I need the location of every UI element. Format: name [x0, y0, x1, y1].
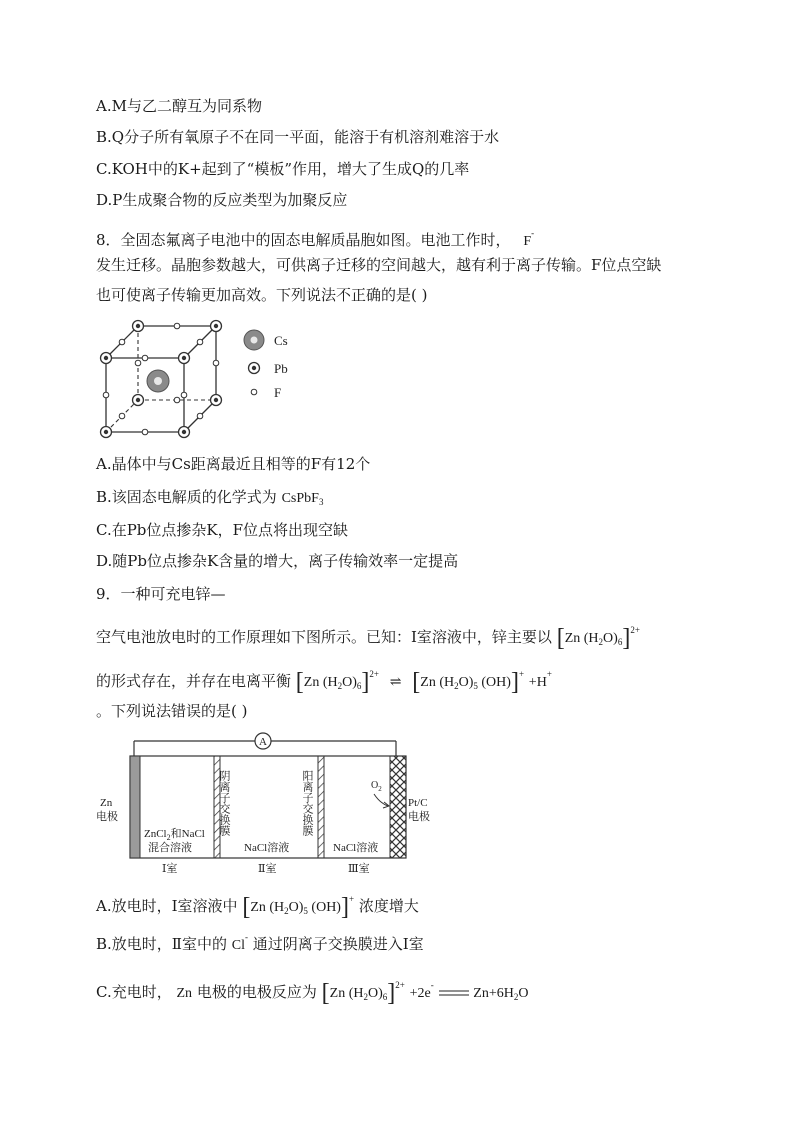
- room1-solution-line2: 混合溶液: [148, 842, 192, 854]
- q8-stem-line2: 发生迁移。晶胞参数越大，可供离子迁移的空间越大，越有利于离子传输。F位点空缺: [96, 256, 662, 274]
- zn-electrode: [130, 756, 140, 858]
- room1-label: Ⅰ室: [162, 863, 178, 875]
- option-c-eq: [409, 980, 434, 1001]
- q9-option-b-suffix: 通过阴离子交换膜进入Ⅰ室: [252, 935, 424, 953]
- q9-option-b-prefix: B.放电时，Ⅱ室中的: [96, 935, 227, 953]
- q9-option-a: [96, 889, 419, 921]
- q9-stem-line1: 9．一种可充电锌—: [96, 585, 226, 603]
- c-charge: 2+: [630, 625, 640, 635]
- q8-option-d: D.随Pb位点掺杂K含量的增大，离子传输效率一定提高: [96, 552, 459, 570]
- q9-option-a-suffix: 浓度增大: [358, 897, 419, 915]
- q7-option-a: A.M与乙二醇互为同系物: [96, 97, 262, 115]
- formula-sub: 3: [318, 497, 324, 507]
- cl-ion: [231, 932, 249, 953]
- c-zn-word: Zn: [176, 986, 193, 1001]
- ptc-electrode-label: 电极: [408, 811, 430, 823]
- ptc-electrode: [390, 756, 406, 858]
- result-main: Zn+6H: [473, 986, 514, 1001]
- h-symbol: +H: [528, 675, 547, 690]
- option-c-complex: [Zn $(H_2O)_6]^{2+}$: [321, 979, 405, 1007]
- h-plus: [528, 669, 552, 690]
- q7-option-c: C.KOH中的K+起到了“模板”作用，增大了生成Q的几率: [96, 160, 470, 178]
- q9-stem-line3: [96, 664, 552, 696]
- formula-main: CsPbF: [281, 491, 319, 506]
- legend: [244, 330, 288, 400]
- zn-label: Zn: [100, 797, 113, 809]
- room3-label: Ⅲ室: [348, 863, 370, 875]
- zn-electrode-label: 电极: [96, 811, 118, 823]
- cation-membrane: [318, 756, 324, 858]
- cl-charge: -: [245, 932, 249, 942]
- ammeter: [255, 733, 271, 749]
- oc-sub: 2: [363, 992, 368, 1002]
- a-o: O): [288, 900, 304, 915]
- ion-f-charge: -: [531, 228, 535, 238]
- oc-charge: 2+: [395, 980, 405, 990]
- r-o: O): [458, 675, 474, 690]
- l-six: 6: [356, 681, 362, 691]
- room2-label: Ⅱ室: [258, 863, 277, 875]
- complex-right: [Zn $(H_2O)_5$ (OH)]+: [412, 668, 525, 696]
- room2-solution: NaCl溶液: [244, 842, 290, 854]
- ammeter-label: A: [259, 736, 267, 748]
- r-sub: 2: [454, 681, 459, 691]
- eq-eminus: -: [430, 980, 434, 990]
- room1-and: 和NaCl: [170, 828, 205, 840]
- q7-option-b: B.Q分子所有氧原子不在同一平面，能溶于有机溶剂难溶于水: [96, 128, 500, 146]
- room1-zncl: ZnCl: [144, 828, 167, 840]
- a-sub: 2: [284, 906, 289, 916]
- q8-stem-text: 8．全固态氟离子电池中的固态电解质晶胞如图。电池工作时，: [96, 231, 511, 249]
- complex-left: [Zn $(H_2O)_6]^{2+}$: [295, 668, 379, 696]
- option-a-complex: [Zn $(H_2O)_5$ (OH)]+: [242, 893, 355, 921]
- membrane1-label: 阴离子交换膜: [218, 770, 230, 836]
- q8-ion-f: [523, 228, 535, 249]
- a-five: 5: [303, 906, 308, 916]
- legend-cs-label: Cs: [274, 333, 288, 348]
- c-sub: 2: [598, 637, 604, 647]
- q9-option-c-mid: 电极的电极反应为: [196, 983, 317, 1001]
- room3-solution: NaCl溶液: [333, 842, 379, 854]
- q8-formula: [282, 491, 324, 506]
- r-five: 5: [473, 681, 478, 691]
- oc-zn: Zn (H: [329, 986, 364, 1001]
- cs-atom: [147, 370, 169, 392]
- l-charge: 2+: [369, 669, 379, 679]
- q8-stem-line3: 也可使离子传输更加高效。下列说法不正确的是( ): [96, 286, 428, 304]
- battery-diagram: [96, 730, 430, 878]
- q9-option-b: [96, 927, 424, 956]
- oc-o: O): [367, 986, 383, 1001]
- l-zn: Zn (H: [303, 675, 338, 690]
- a-zn: Zn (H: [250, 900, 285, 915]
- c-zn: Zn (H: [564, 631, 599, 646]
- c-six: 6: [617, 637, 623, 647]
- q9-option-a-prefix: A.放电时，Ⅰ室溶液中: [96, 897, 238, 915]
- option-c-result: [473, 986, 528, 1001]
- q8-option-b: [96, 487, 323, 512]
- equilibrium-arrows: ⇌: [389, 675, 402, 690]
- oc-six: 6: [382, 992, 388, 1002]
- eq-electrons: +2e: [409, 986, 431, 1001]
- ptc-label: Pt/C: [408, 797, 428, 809]
- q9-option-c: [96, 975, 528, 1007]
- membrane2-label: 阳离子交换膜: [301, 770, 313, 836]
- o2-o: O: [371, 780, 379, 791]
- r-zn: Zn (H: [420, 675, 455, 690]
- q8-option-b-text: B.该固态电解质的化学式为: [96, 488, 277, 506]
- ion-f-symbol: F: [523, 234, 532, 249]
- q9-stem-line2: [96, 620, 640, 652]
- q8-option-a: A.晶体中与Cs距离最近且相等的F有12个: [96, 455, 371, 473]
- r-charge: +: [518, 669, 525, 679]
- legend-f-marker: [251, 389, 257, 395]
- result-o: O: [518, 986, 529, 1001]
- crystal-cell-diagram: [96, 314, 306, 446]
- reaction-equals-sign: [439, 989, 469, 997]
- l-o: O): [342, 675, 357, 690]
- a-charge: +: [348, 894, 355, 904]
- q7-option-d: D.P生成聚合物的反应类型为加聚反应: [96, 191, 348, 209]
- l-sub: 2: [337, 681, 343, 691]
- q8-option-c: C.在Pb位点掺杂K，F位点将出现空缺: [96, 521, 349, 539]
- legend-f-label: F: [274, 385, 282, 400]
- r-oh: (OH): [477, 675, 511, 690]
- result-sub: 2: [513, 992, 519, 1002]
- q9-stem-line4: 。下列说法错误的是( ): [96, 702, 248, 720]
- o2-sub: 2: [378, 785, 382, 793]
- a-oh: (OH): [307, 900, 341, 915]
- c-o: O): [603, 631, 618, 646]
- legend-pb-label: Pb: [274, 361, 288, 376]
- room1-sub: 2: [166, 833, 171, 842]
- room1-solution-line1: [144, 827, 205, 842]
- complex-zn-h2o6: [Zn $(H_2O)_6]^{2+}$: [556, 624, 640, 652]
- q9-option-c-prefix: C.充电时，: [96, 983, 172, 1001]
- cl-symbol: Cl: [231, 938, 246, 953]
- h-charge: +: [546, 669, 552, 679]
- q9-stem-text: 空气电池放电时的工作原理如下图所示。已知：Ⅰ室溶液中，锌主要以: [96, 628, 552, 646]
- q9-stem-text-3: 的形式存在，并存在电离平衡: [96, 672, 292, 690]
- q8-stem-line1: [96, 223, 534, 252]
